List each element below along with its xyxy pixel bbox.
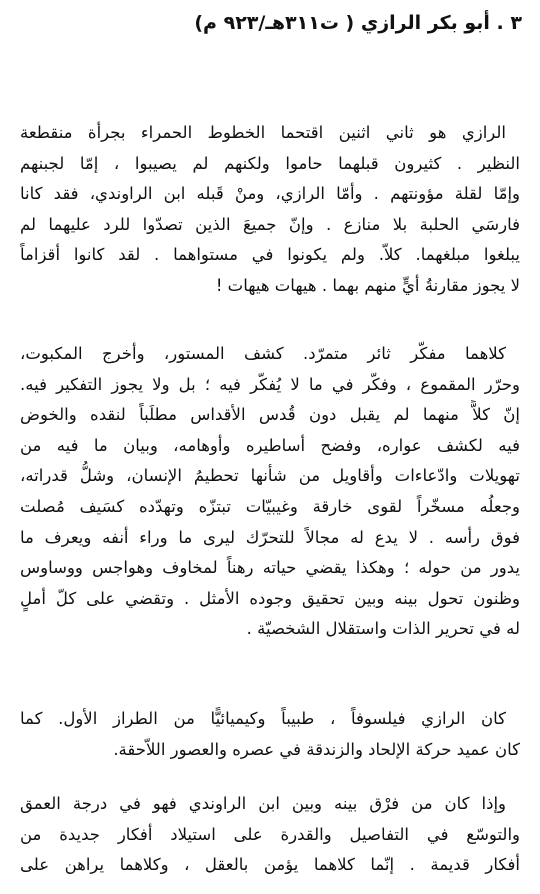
text-line: يبلغوا مبلغهما. كلاّ. ولم يكونوا في مستواهما . لقد كانوا أقزاماً (20, 245, 520, 265)
text-line: لا يجوز مقارنةُ أيٍّ منهم بهما . هيهات هيهات ! (215, 275, 520, 295)
text-line: وإذا كان من فرْق بينه وبين ابن الراوندي فهو في درجة العمق (20, 794, 506, 813)
text-line: فيه لكشف عواره، وفضح أساطيره وأوهامه، وبيان ما فيه من (20, 435, 520, 455)
text-line: يدور من حوله ؛ وهكذا يقضي حياته رهناً لمخاوف وهواجس ووساوس (20, 558, 520, 578)
paragraph-thinker (20, 339, 520, 645)
text-line: تهويلات وادّعاءات وأقاويل من شأنها تحطيمُ الإنسان، وشلُّ قدراته، (20, 466, 520, 486)
text-line: له في تحرير الذات واستقلال الشخصيّة . (246, 619, 520, 639)
paragraph-comparison (20, 789, 520, 881)
text-line: فوق رأسه . لا يدع له مجالاً للتحرّك ليرى ما وراء أنفه ويعرف ما (20, 527, 520, 547)
paragraph-intro (20, 118, 520, 302)
text-line: وظنون تحول بينه وبين تحقيق وجوده الأمثل . وتقضي على كلّ أملٍ (20, 588, 520, 608)
section-heading: ٣ . أبو بكر الرازي ( ت٣١١هـ/٩٢٣ م) (194, 12, 522, 34)
text-line: كلاهما مفكّر ثائر متمرّد. كشف المستور، وأخرج المكبوت، (20, 344, 506, 363)
text-line: الرازي هو ثاني اثنين اقتحما الخطوط الحمراء بجرأة منقطعة (20, 123, 506, 142)
text-line: أفكار قديمة . إنّما كلاهما يؤمن بالعقل ، وكلاهما يراهن على (20, 855, 520, 875)
text-line: النظير . كثيرون قبلهما حاموا ولكنهم لم يصيبوا ، إمّا لجبنهم (20, 153, 520, 173)
text-line: وإمّا لقلة مؤونتهم . وأمّا الرازي، ومنْ قَبله ابن الراوندي، فقد كانا (20, 184, 520, 204)
text-line: والتوسّع في التفاصيل والقدرة على استيلاد أفكار جديدة من (20, 824, 520, 844)
paragraph-philosopher (20, 704, 520, 765)
text-line: كان الرازي فيلسوفاً ، طبيباً وكيميائيًّا من الطراز الأول. كما (20, 709, 506, 728)
text-line: كان عميد حركة الإلحاد والزندقة في عصره والعصور اللاّحقة. (113, 739, 520, 759)
text-line: وجعلُه مسخّراً لقوى خارقة وغيبيّات تبتزّه وتهدّده كسَيف مُصلت (20, 496, 520, 516)
text-line: إنّ كلاًّ منهما لم يقبل دون قُدس الأقداس مطلَباً لنقده والخوض (20, 405, 520, 425)
text-line: وحرّر المقموع ، وفكّر في ما لا يُفكّر فيه ؛ بل ولا يجوز التفكير فيه. (20, 374, 520, 394)
text-line: فارسَي الحلبة بلا منازع . وإنّ جميعَ الذين تصدّوا للرد عليهما لم (20, 214, 520, 234)
